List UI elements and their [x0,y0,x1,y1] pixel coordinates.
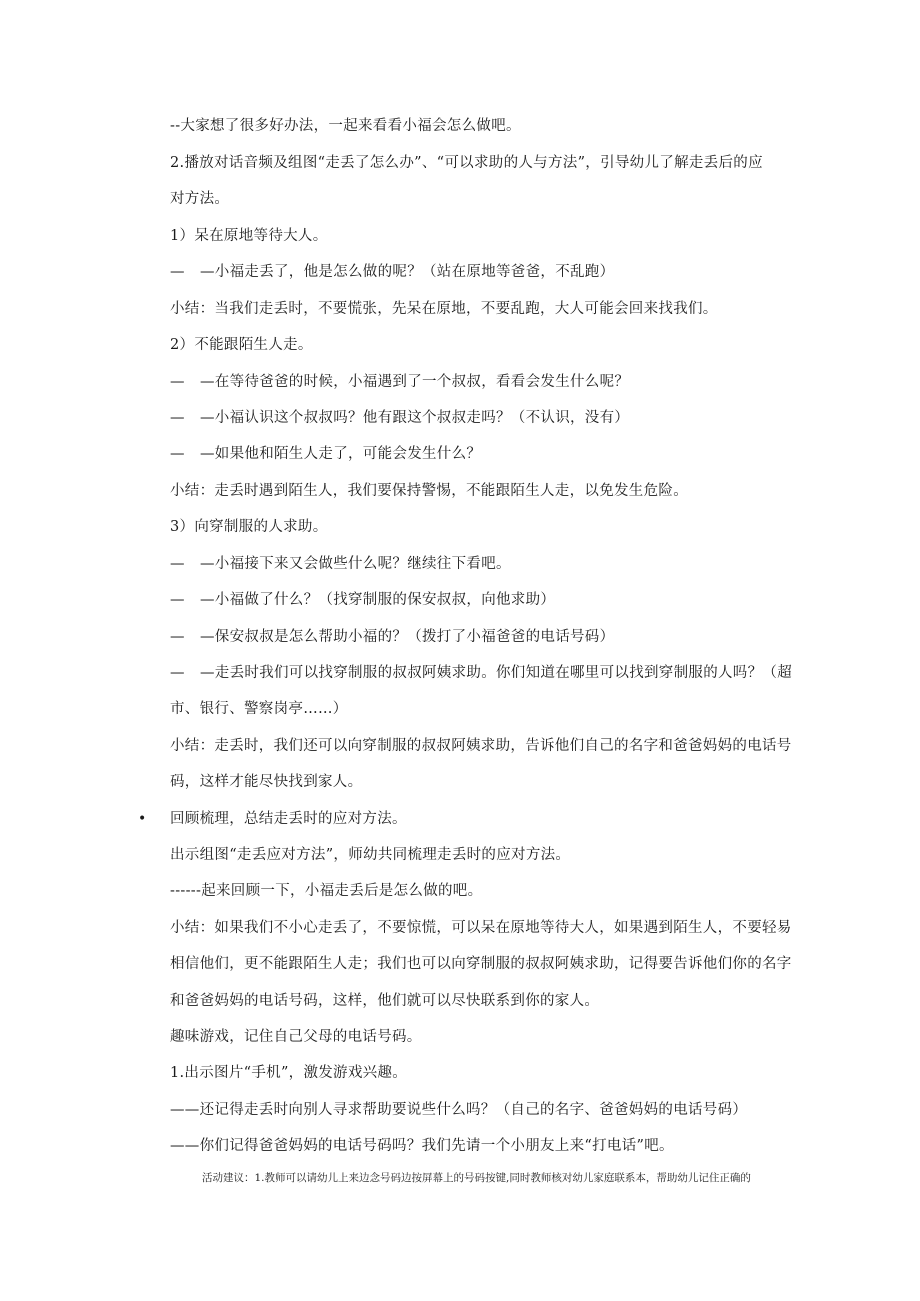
activity-footnote: 活动建议：1.教师可以请幼儿上来边念号码边按屏幕上的号码按键,同时教师核对幼儿家庭联系本，帮助幼儿记住正确的 [202,1172,751,1184]
question-text: —在等待爸爸的时候，小福遇到了一个叔叔，看看会发生什么呢？ [200,374,630,390]
question-line-1 [170,262,614,282]
question-line-6 [170,590,555,610]
text-line-game-2: ——还记得走丢时向别人寻求帮助要说些什么吗？（自己的名字、爸爸妈妈的电话号码） [170,1102,748,1118]
summary-1: 小结：当我们走丢时，不要慌张，先呆在原地，不要乱跑，大人可能会回来找我们。 [170,301,718,317]
question-text: —小福接下来又会做些什么呢？继续往下看吧。 [200,556,511,572]
summary-4-line-3: 和爸爸妈妈的电话号码，这样，他们就可以尽快联系到你的家人。 [170,993,600,1009]
subheading-2: 2）不能跟陌生人走。 [170,337,313,353]
question-text: —小福做了什么？（找穿制服的保安叔叔，向他求助） [200,592,556,608]
summary-4-line-1: 小结：如果我们不小心走丢了，不要惊慌，可以呆在原地等待大人，如果遇到陌生人，不要轻易 [170,920,792,936]
text-line-review-question: ------起来回顾一下，小福走丢后是怎么做的吧。 [170,883,483,899]
question-text: —小福认识这个叔叔吗？他有跟这个叔叔走吗？（不认识，没有） [200,410,630,426]
summary-3-line-1: 小结：走丢时，我们还可以向穿制服的叔叔阿姨求助，告诉他们自己的名字和爸爸妈妈的电话号 [170,738,792,754]
dash-mark: — [170,374,185,390]
text-line-game-1: 1.出示图片“手机”，激发游戏兴趣。 [170,1065,408,1081]
dash-mark: — [170,629,185,645]
dash-mark: — [170,410,185,426]
text-line-2: 2.播放对话音频及组图“走丢了怎么办”、“可以求助的人与方法”，引导幼儿了解走丢后的应 [170,155,763,171]
bullet-icon: • [138,811,147,827]
question-text: —走丢时我们可以找穿制服的叔叔阿姨求助。你们知道在哪里可以找到穿制服的人吗？（超 [200,665,792,681]
dash-mark: — [170,556,185,572]
question-line-7 [170,627,614,647]
question-line-2 [170,372,629,392]
question-line-8 [170,663,792,683]
dash-mark: — [170,592,185,608]
subheading-3: 3）向穿制服的人求助。 [170,519,328,535]
question-line-5 [170,554,511,574]
text-line-game-3: ——你们记得爸爸妈妈的电话号码吗？我们先请一个小朋友上来“打电话”吧。 [170,1138,674,1154]
text-line-1: --大家想了很多好办法，一起来看看小福会怎么做吧。 [170,118,521,134]
question-line-3 [170,408,629,428]
section-heading-review: 回顾梳理，总结走丢时的应对方法。 [170,811,407,827]
dash-mark: — [170,665,185,681]
text-line-review: 出示组图“走丢应对方法”，师幼共同梳理走丢时的应对方法。 [170,847,571,863]
question-text: —如果他和陌生人走了，可能会发生什么？ [200,446,482,462]
summary-2: 小结：走丢时遇到陌生人，我们要保持警惕，不能跟陌生人走，以免发生危险。 [170,483,688,499]
question-text: —保安叔叔是怎么帮助小福的？（拨打了小福爸爸的电话号码） [200,629,615,645]
question-text: —小福走丢了，他是怎么做的呢？（站在原地等爸爸，不乱跑） [200,264,615,280]
question-line-4 [170,444,481,464]
summary-4-line-2: 相信他们，更不能跟陌生人走；我们也可以向穿制服的叔叔阿姨求助，记得要告诉他们你的名字 [170,956,792,972]
summary-3-line-2: 码，这样才能尽快找到家人。 [170,774,363,790]
subheading-1: 1）呆在原地等待大人。 [170,228,328,244]
dash-mark: — [170,264,185,280]
section-heading-game: 趣味游戏，记住自己父母的电话号码。 [170,1029,422,1045]
text-line-continuation: 市、银行、警察岗亭……） [170,701,348,717]
dash-mark: — [170,446,185,462]
text-line-3: 对方法。 [170,191,230,207]
